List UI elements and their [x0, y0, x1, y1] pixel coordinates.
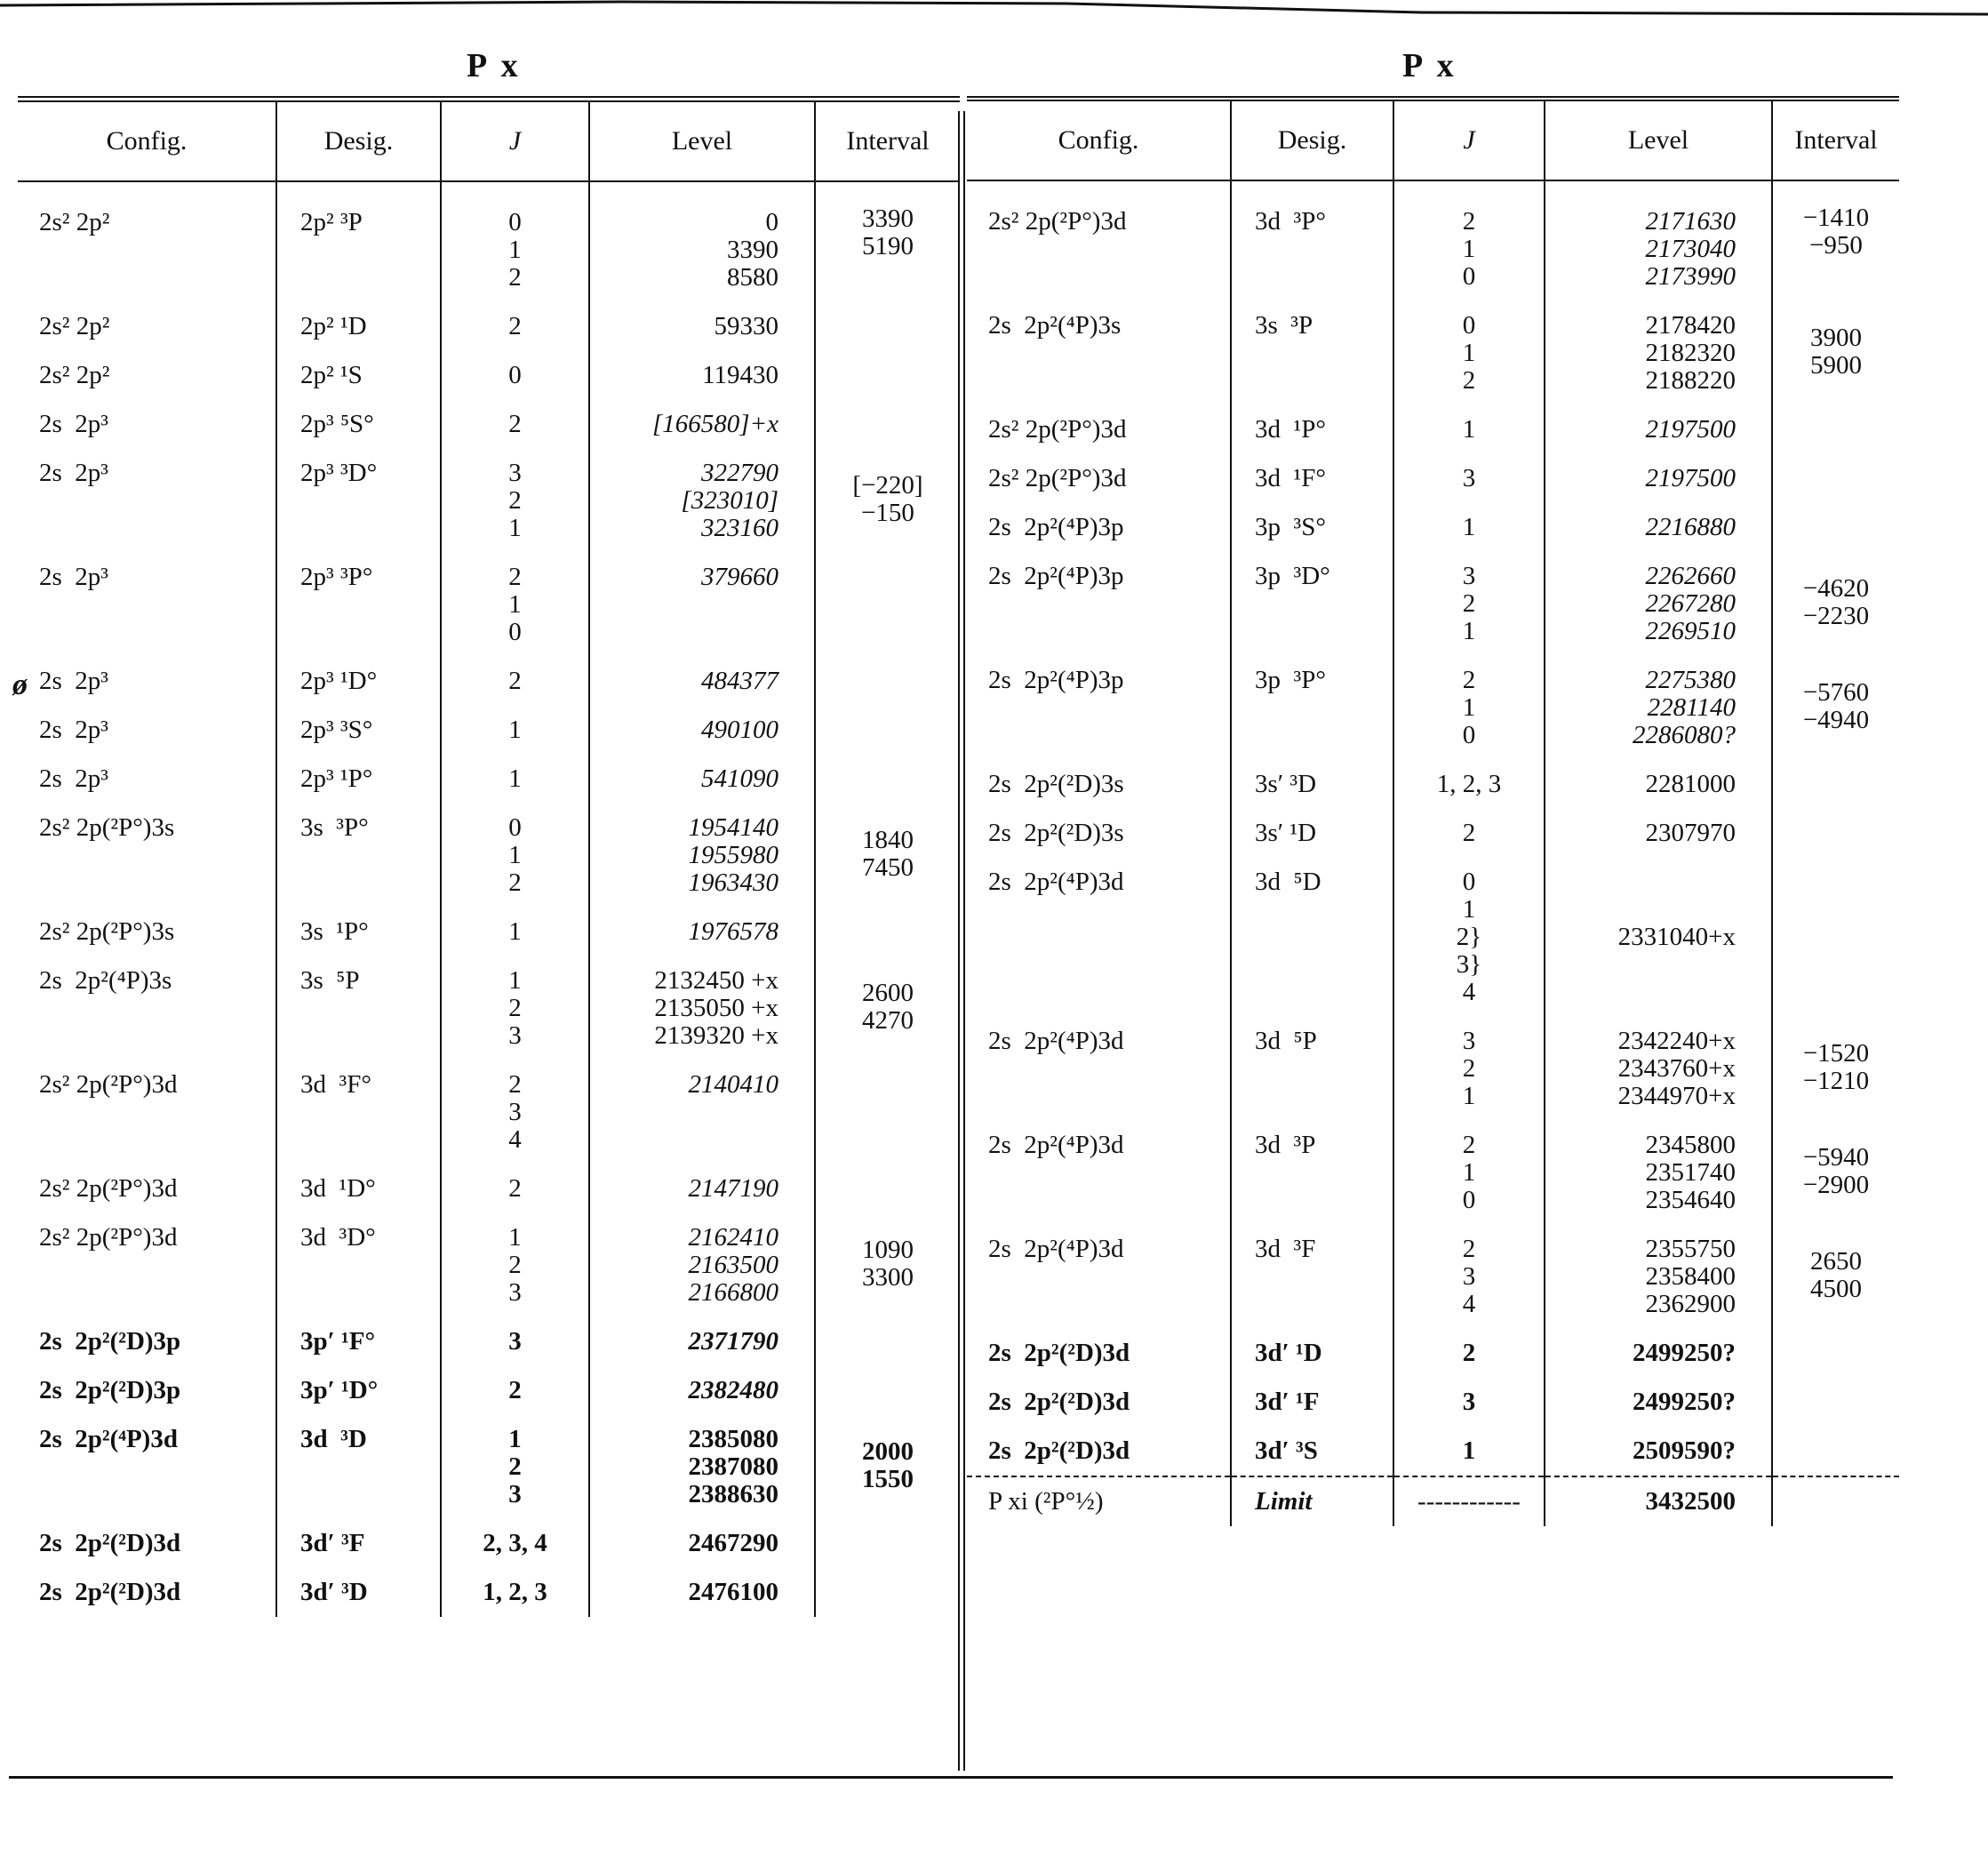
desig-cell: 3d ³F°: [276, 1060, 441, 1164]
config-cell: 2s 2p²(⁴P)3d: [988, 868, 1124, 896]
header-interval: Interval: [1772, 99, 1899, 180]
desig-cell: 3s ³P°: [276, 804, 441, 908]
desig-cell: 3d ⁵P: [1231, 1017, 1393, 1121]
j-cell: 2 3 4: [1393, 1225, 1545, 1329]
j-cell: ------------: [1393, 1476, 1545, 1526]
interval-cell: [−220] −150: [815, 449, 960, 553]
interval-cell: [1772, 1427, 1899, 1476]
level-cell: 2342240+x 2343760+x 2344970+x: [1545, 1017, 1772, 1121]
table-row: [18, 956, 960, 1060]
desig-cell: 3d ³D: [276, 1415, 441, 1519]
desig-cell: 3s ⁵P: [276, 956, 441, 1060]
j-cell: 1 2 3: [441, 1213, 589, 1317]
desig-cell: 3s′ ¹D: [1231, 809, 1393, 858]
desig-cell: 3d′ ¹F: [1231, 1378, 1393, 1427]
left-table-body: [18, 181, 960, 1617]
level-cell: 2216880: [1545, 503, 1772, 552]
table-row: [18, 553, 960, 657]
interval-cell: [815, 1519, 960, 1568]
level-cell: 2355750 2358400 2362900: [1545, 1225, 1772, 1329]
level-cell: 2382480: [589, 1366, 815, 1415]
table-row: [18, 449, 960, 553]
header-desig: Desig.: [1231, 99, 1393, 180]
header-desig: Desig.: [276, 100, 441, 182]
right-table-body: [967, 180, 1899, 1526]
config-cell: 2s 2p³: [39, 716, 108, 744]
config-cell: 2s² 2p²: [39, 312, 110, 340]
level-cell: 59330: [589, 302, 815, 351]
interval-cell: [815, 351, 960, 400]
desig-cell: 3d ¹F°: [1231, 454, 1393, 503]
table-row: [18, 1415, 960, 1519]
table-row: [18, 1164, 960, 1213]
interval-cell: [815, 1317, 960, 1366]
j-cell: 2 1 0: [441, 553, 589, 657]
header-interval: Interval: [815, 100, 960, 182]
j-cell: 3: [1393, 1378, 1545, 1427]
level-cell: 2345800 2351740 2354640: [1545, 1121, 1772, 1225]
header-j: J: [441, 100, 589, 182]
level-cell: 379660: [589, 553, 815, 657]
j-cell: 0 1 2} 3} 4: [1393, 858, 1545, 1017]
table-row: [967, 552, 1899, 656]
table-row: [18, 1568, 960, 1617]
j-cell: 2: [441, 1164, 589, 1213]
desig-cell: 3d ¹D°: [276, 1164, 441, 1213]
config-cell: 2s 2p²(²D)3d: [988, 1436, 1130, 1465]
level-cell: 2140410: [589, 1060, 815, 1164]
level-cell: 2197500: [1545, 454, 1772, 503]
desig-cell: 3d ⁵D: [1231, 858, 1393, 1017]
header-config: Config.: [18, 100, 276, 182]
j-cell: 1: [1393, 1427, 1545, 1476]
interval-cell: [1772, 1476, 1899, 1526]
j-cell: 1: [441, 908, 589, 956]
level-cell: 490100: [589, 706, 815, 755]
j-cell: 2 1 0: [1393, 180, 1545, 301]
header-config: Config.: [967, 99, 1231, 180]
desig-cell: 3d ¹P°: [1231, 405, 1393, 454]
interval-cell: 1090 3300: [815, 1213, 960, 1317]
desig-cell: 3s′ ³D: [1231, 760, 1393, 809]
j-cell: 2: [441, 1366, 589, 1415]
header-level: Level: [1545, 99, 1772, 180]
config-cell: 2s² 2p(²P°)3s: [39, 813, 175, 842]
j-cell: 3 2 1: [1393, 1017, 1545, 1121]
table-row: [18, 1317, 960, 1366]
interval-cell: [1772, 809, 1899, 858]
interval-cell: [815, 1366, 960, 1415]
config-cell: 2s 2p²(⁴P)3p: [988, 666, 1124, 694]
table-row: [18, 804, 960, 908]
table-row: [967, 809, 1899, 858]
config-cell: 2s 2p²(²D)3p: [39, 1327, 181, 1356]
desig-cell: 3d ³P: [1231, 1121, 1393, 1225]
config-cell: 2s 2p³: [39, 667, 108, 695]
table-row: [967, 180, 1899, 301]
table-row: [967, 656, 1899, 760]
level-cell: 2178420 2182320 2188220: [1545, 301, 1772, 405]
config-cell: 2s 2p²(²D)3s: [988, 819, 1124, 847]
desig-cell: 2p² ³P: [276, 181, 441, 302]
left-levels-table: [18, 96, 960, 1617]
config-cell: 2s 2p³: [39, 459, 108, 487]
interval-cell: [815, 1568, 960, 1617]
level-cell: 2197500: [1545, 405, 1772, 454]
config-cell: 2s 2p²(²D)3p: [39, 1376, 181, 1404]
level-cell: 0 3390 8580: [589, 181, 815, 302]
desig-cell: 3s ³P: [1231, 301, 1393, 405]
interval-cell: [1772, 503, 1899, 552]
table-row: [18, 908, 960, 956]
level-cell: 2171630 2173040 2173990: [1545, 180, 1772, 301]
table-row: [967, 405, 1899, 454]
header-j: J: [1393, 99, 1545, 180]
interval-cell: [815, 400, 960, 449]
j-cell: 2: [441, 657, 589, 706]
level-cell: 484377: [589, 657, 815, 706]
config-cell: 2s² 2p(²P°)3d: [988, 464, 1127, 492]
config-cell: 2s 2p²(⁴P)3p: [988, 562, 1124, 590]
table-row: [967, 301, 1899, 405]
table-row: [18, 1366, 960, 1415]
config-cell: 2s 2p²(⁴P)3s: [39, 966, 172, 995]
interval-cell: 3390 5190: [815, 181, 960, 302]
table-row: [18, 1060, 960, 1164]
config-cell: 2s 2p³: [39, 764, 108, 793]
config-cell: 2s² 2p²: [39, 208, 110, 236]
desig-cell: Limit: [1231, 1476, 1393, 1526]
config-cell: 2s² 2p(²P°)3s: [39, 917, 175, 946]
table-row: [967, 1017, 1899, 1121]
page-bottom-rule: [9, 1776, 1893, 1779]
j-cell: 1, 2, 3: [1393, 760, 1545, 809]
config-cell: 2s 2p³: [39, 410, 108, 438]
level-cell: 2307970: [1545, 809, 1772, 858]
config-cell: 2s² 2p(²P°)3d: [988, 415, 1127, 444]
level-cell: 2162410 2163500 2166800: [589, 1213, 815, 1317]
config-cell: 2s 2p²(²D)3s: [988, 770, 1124, 798]
j-cell: 2: [441, 302, 589, 351]
j-cell: 2, 3, 4: [441, 1519, 589, 1568]
table-row: [967, 858, 1899, 1017]
interval-cell: 2000 1550: [815, 1415, 960, 1519]
level-cell: 2132450 +x 2135050 +x 2139320 +x: [589, 956, 815, 1060]
config-cell: 2s 2p²(⁴P)3d: [39, 1425, 178, 1453]
j-cell: 2 1 0: [1393, 656, 1545, 760]
j-cell: 0 1 2: [441, 181, 589, 302]
level-cell: 2331040+x: [1545, 858, 1772, 1017]
table-row: [18, 302, 960, 351]
config-cell: 2s 2p²(²D)3d: [39, 1529, 181, 1557]
interval-cell: −1410 −950: [1772, 180, 1899, 301]
table-row: [18, 755, 960, 804]
interval-cell: [815, 706, 960, 755]
level-cell: 1976578: [589, 908, 815, 956]
config-cell: 2s 2p²(²D)3d: [988, 1339, 1130, 1367]
level-cell: 1954140 1955980 1963430: [589, 804, 815, 908]
desig-cell: 2p³ ³S°: [276, 706, 441, 755]
interval-cell: [815, 1060, 960, 1164]
j-cell: 0: [441, 351, 589, 400]
interval-cell: 2600 4270: [815, 956, 960, 1060]
desig-cell: 3s ¹P°: [276, 908, 441, 956]
desig-cell: 2p³ ¹P°: [276, 755, 441, 804]
desig-cell: 3d′ ³S: [1231, 1427, 1393, 1476]
j-cell: 3 2 1: [1393, 552, 1545, 656]
j-cell: 2: [441, 400, 589, 449]
level-cell: 541090: [589, 755, 815, 804]
interval-cell: [815, 553, 960, 657]
j-cell: 1, 2, 3: [441, 1568, 589, 1617]
interval-cell: −5940 −2900: [1772, 1121, 1899, 1225]
desig-cell: 3p′ ¹D°: [276, 1366, 441, 1415]
config-cell: 2s 2p²(⁴P)3d: [988, 1131, 1124, 1159]
table-row: [967, 503, 1899, 552]
level-cell: 322790 [323010] 323160: [589, 449, 815, 553]
j-cell: 0 1 2: [1393, 301, 1545, 405]
level-cell: 119430: [589, 351, 815, 400]
j-cell: 1: [1393, 503, 1545, 552]
table-row: [18, 1519, 960, 1568]
j-cell: 2: [1393, 1329, 1545, 1378]
table-row: [967, 1476, 1899, 1526]
header-level: Level: [589, 100, 815, 182]
table-row: [967, 454, 1899, 503]
left-header-row: [18, 100, 960, 182]
config-cell: 2s² 2p(²P°)3d: [39, 1223, 178, 1252]
desig-cell: 3d′ ³D: [276, 1568, 441, 1617]
level-cell: 2147190: [589, 1164, 815, 1213]
table-row: [967, 1329, 1899, 1378]
config-cell: 2s 2p²(⁴P)3s: [988, 311, 1122, 340]
config-cell: 2s² 2p²: [39, 361, 110, 389]
interval-cell: [815, 657, 960, 706]
right-levels-table: [967, 96, 1899, 1526]
right-panel: [967, 96, 1899, 1526]
level-cell: 2467290: [589, 1519, 815, 1568]
level-cell: [166580]+x: [589, 400, 815, 449]
desig-cell: 3d ³D°: [276, 1213, 441, 1317]
interval-cell: [1772, 760, 1899, 809]
interval-cell: 2650 4500: [1772, 1225, 1899, 1329]
interval-cell: [1772, 454, 1899, 503]
desig-cell: 2p³ ⁵S°: [276, 400, 441, 449]
interval-cell: 3900 5900: [1772, 301, 1899, 405]
j-cell: 1: [441, 755, 589, 804]
interval-cell: [1772, 858, 1899, 1017]
table-row: [967, 1378, 1899, 1427]
table-row: [967, 1427, 1899, 1476]
desig-cell: 3d′ ¹D: [1231, 1329, 1393, 1378]
j-cell: 2 1 0: [1393, 1121, 1545, 1225]
config-cell: 2s² 2p(²P°)3d: [988, 207, 1127, 236]
table-row: [967, 1121, 1899, 1225]
table-row: [18, 657, 960, 706]
interval-cell: [815, 302, 960, 351]
level-cell: 2371790: [589, 1317, 815, 1366]
level-cell: 2262660 2267280 2269510: [1545, 552, 1772, 656]
config-cell: 2s² 2p(²P°)3d: [39, 1174, 178, 1203]
interval-cell: [815, 755, 960, 804]
desig-cell: 2p³ ³P°: [276, 553, 441, 657]
interval-cell: [1772, 1329, 1899, 1378]
table-row: [18, 706, 960, 755]
desig-cell: 2p² ¹S: [276, 351, 441, 400]
table-row: [967, 1225, 1899, 1329]
j-cell: 3: [1393, 454, 1545, 503]
margin-mark: ø: [12, 668, 28, 701]
desig-cell: 3d ³P°: [1231, 180, 1393, 301]
desig-cell: 2p³ ³D°: [276, 449, 441, 553]
table-row: [967, 760, 1899, 809]
desig-cell: 2p² ¹D: [276, 302, 441, 351]
interval-cell: [815, 908, 960, 956]
desig-cell: 3p ³D°: [1231, 552, 1393, 656]
desig-cell: 3d′ ³F: [276, 1519, 441, 1568]
right-header-row: [967, 99, 1899, 180]
j-cell: 3 2 1: [441, 449, 589, 553]
config-cell: 2s 2p²(²D)3d: [39, 1578, 181, 1606]
desig-cell: 3p′ ¹F°: [276, 1317, 441, 1366]
level-cell: 2509590?: [1545, 1427, 1772, 1476]
config-cell: 2s 2p²(²D)3d: [988, 1388, 1130, 1416]
interval-cell: 1840 7450: [815, 804, 960, 908]
interval-cell: −5760 −4940: [1772, 656, 1899, 760]
desig-cell: 3d ³F: [1231, 1225, 1393, 1329]
page-top-rule: [0, 0, 1988, 20]
config-cell: 2s 2p²(⁴P)3d: [988, 1027, 1124, 1055]
config-cell: 2s 2p²(⁴P)3d: [988, 1235, 1124, 1263]
config-cell: 2s² 2p(²P°)3d: [39, 1070, 178, 1099]
j-cell: 2: [1393, 809, 1545, 858]
j-cell: 1 2 3: [441, 1415, 589, 1519]
level-cell: 2499250?: [1545, 1378, 1772, 1427]
config-cell: P xi (²P°½): [967, 1476, 1231, 1526]
j-cell: 1 2 3: [441, 956, 589, 1060]
level-cell: 2275380 2281140 2286080?: [1545, 656, 1772, 760]
left-panel-title: P x: [467, 47, 522, 84]
table-row: [18, 181, 960, 302]
config-cell: 2s 2p³: [39, 563, 108, 591]
j-cell: 3: [441, 1317, 589, 1366]
table-row: [18, 400, 960, 449]
interval-cell: [1772, 1378, 1899, 1427]
desig-cell: 3p ³S°: [1231, 503, 1393, 552]
level-cell: 2499250?: [1545, 1329, 1772, 1378]
interval-cell: −4620 −2230: [1772, 552, 1899, 656]
level-cell: 2281000: [1545, 760, 1772, 809]
table-row: [18, 1213, 960, 1317]
j-cell: 2 3 4: [441, 1060, 589, 1164]
interval-cell: −1520 −1210: [1772, 1017, 1899, 1121]
panel-divider: [958, 111, 965, 1771]
interval-cell: [1772, 405, 1899, 454]
j-cell: 0 1 2: [441, 804, 589, 908]
config-cell: 2s 2p²(⁴P)3p: [988, 513, 1124, 541]
desig-cell: 3p ³P°: [1231, 656, 1393, 760]
right-panel-title: P x: [1402, 47, 1457, 84]
interval-cell: [815, 1164, 960, 1213]
table-row: [18, 351, 960, 400]
level-cell: 2476100: [589, 1568, 815, 1617]
level-cell: 3432500: [1545, 1476, 1772, 1526]
desig-cell: 2p³ ¹D°: [276, 657, 441, 706]
level-cell: 2385080 2387080 2388630: [589, 1415, 815, 1519]
j-cell: 1: [1393, 405, 1545, 454]
left-panel: [18, 96, 960, 1617]
j-cell: 1: [441, 706, 589, 755]
